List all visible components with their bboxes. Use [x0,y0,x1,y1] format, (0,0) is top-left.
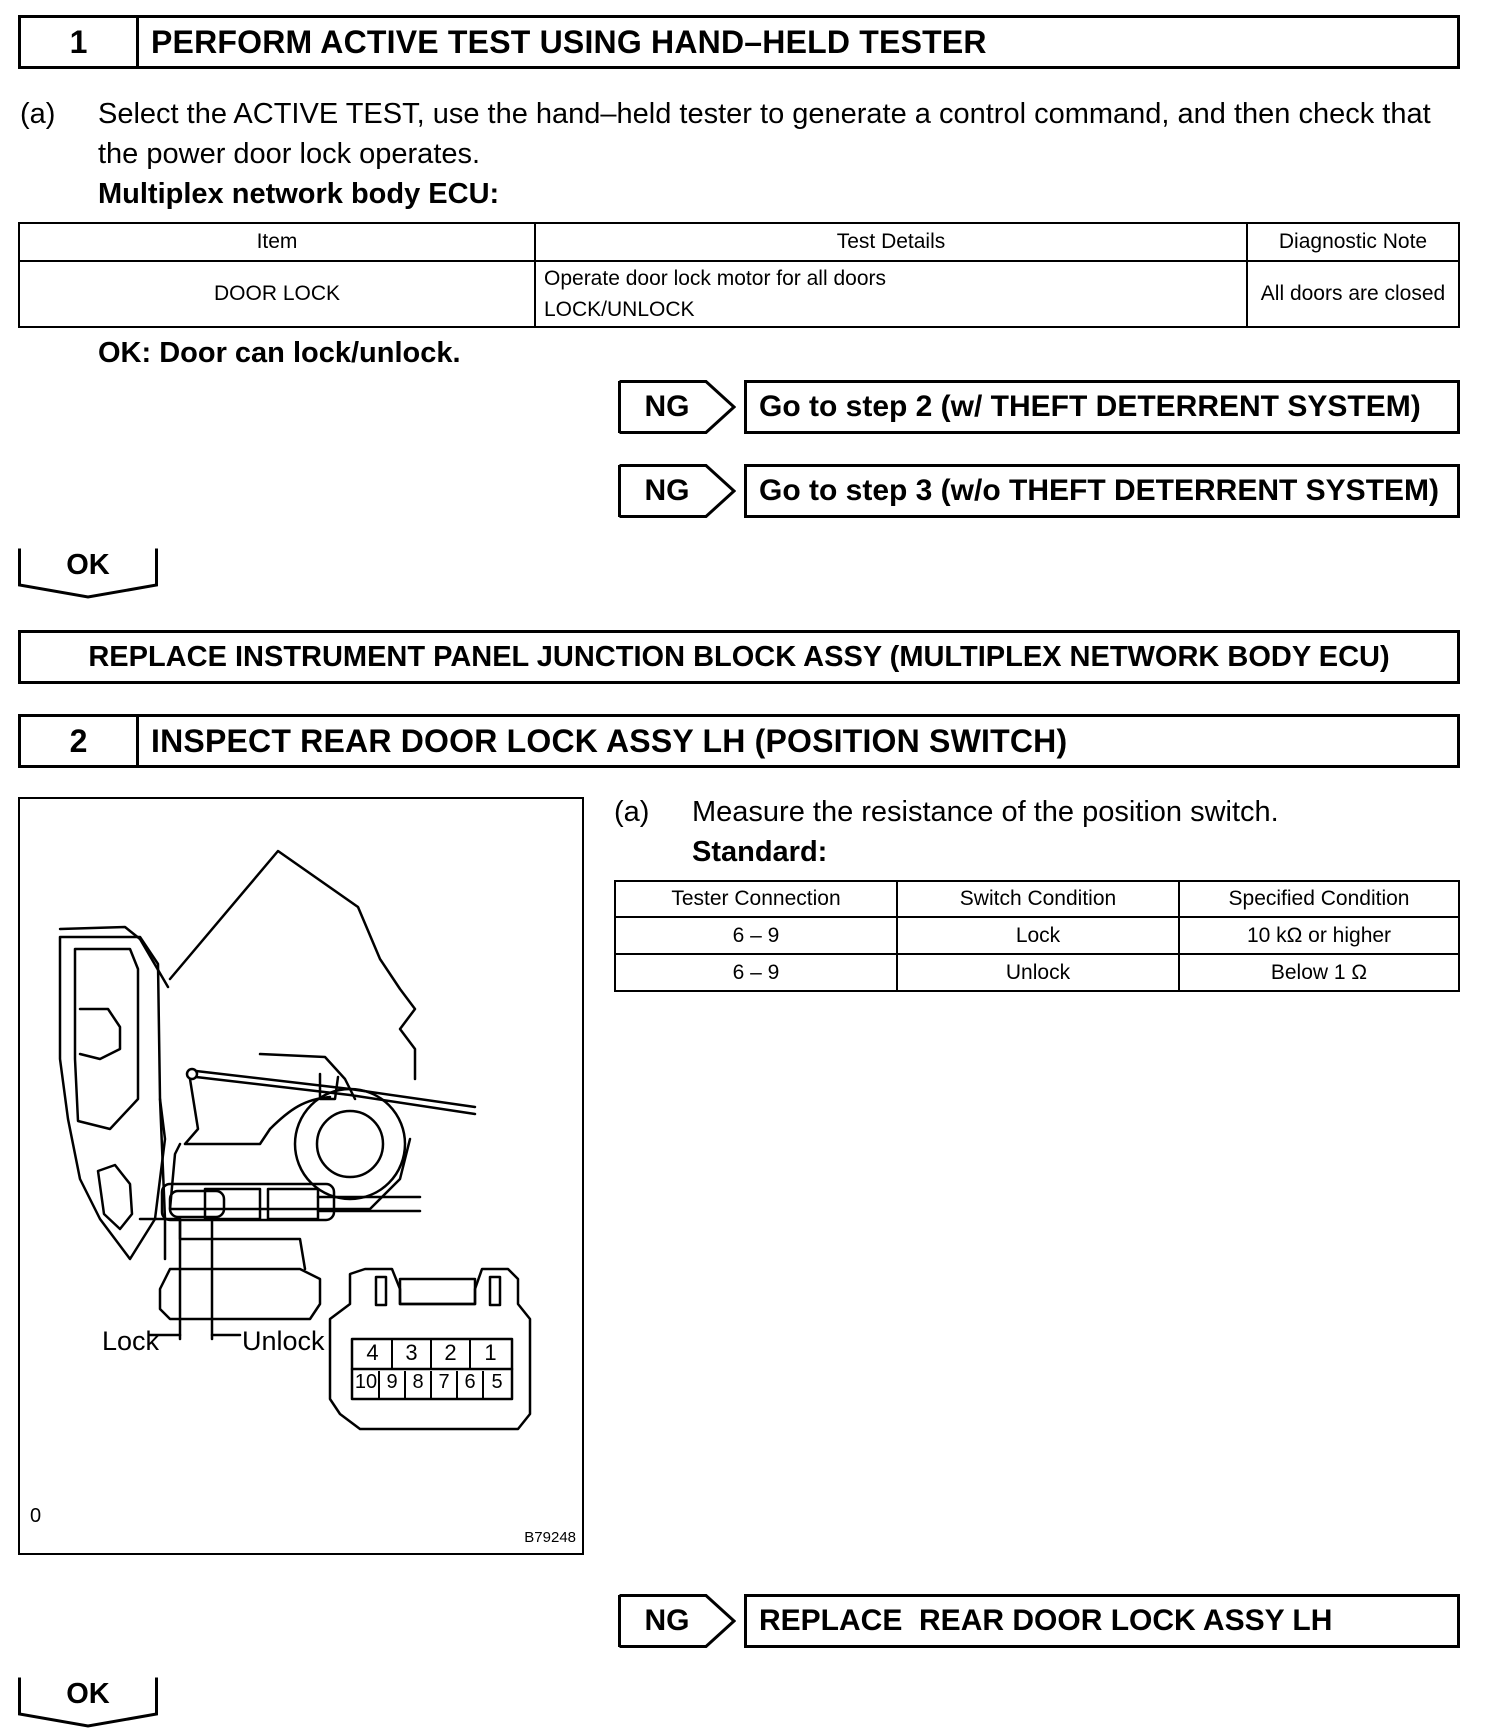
ng-result-2: Go to step 3 (w/o THEFT DETERRENT SYSTEM) [744,464,1460,518]
pin-label: 1 [484,1340,497,1365]
ng-tag [618,380,736,434]
pin-label: 10 [354,1371,380,1399]
ok-branch-step2 [18,1676,158,1728]
table-row [19,261,1459,327]
cell-condition: Lock [897,917,1179,954]
ok-condition: OK: Door can lock/unlock. [98,337,461,369]
ng-tag [618,464,736,518]
details-line-1: Operate door lock motor for all doors [544,267,886,290]
cell-specified: 10 kΩ or higher [1179,917,1459,954]
standard-heading: Standard: [692,836,828,868]
cell-diagnostic-note: All doors are closed [1247,261,1459,327]
ng-tag [618,1594,736,1648]
ng-label: NG [644,1604,690,1637]
ok-branch-1 [18,547,158,599]
lock-label: Lock [102,1326,160,1356]
ok-label: OK [66,549,110,581]
step2-header [18,714,1460,768]
step1-title: PERFORM ACTIVE TEST USING HAND–HELD TESTER [151,23,987,60]
step1-sub-a-text: Select the ACTIVE TEST, use the hand–held tester to generate a control command, and then check that the power door lock operates. [98,98,1431,170]
table-header-row [615,881,1459,917]
pin-label: 2 [432,1340,471,1368]
figure-corner-mark: 0 [30,1505,42,1527]
ng-branch-2 [618,464,1460,518]
resistance-table [614,880,1460,992]
cell-test-details [535,261,1247,327]
step2-sub-a-label: (a) [614,796,650,828]
cell-specified: Below 1 Ω [1179,954,1459,991]
figure-id: B79248 [524,1529,576,1546]
door-lock-assembly-drawing [20,799,582,1553]
pin-label: 4 [354,1340,393,1368]
header-diagnostic-note: Diagnostic Note [1247,223,1459,261]
step2-number: 2 [21,717,139,765]
pin-label: 7 [432,1371,458,1399]
connector-bottom-row [354,1371,510,1399]
header-switch-condition: Switch Condition [897,881,1179,917]
pin-label: 3 [393,1340,432,1368]
door-lock-figure [18,797,584,1555]
header-item: Item [19,223,535,261]
header-tester-connection: Tester Connection [615,881,897,917]
step2-sub-a-text: Measure the resistance of the position switch. [692,796,1279,828]
pin-label: 9 [380,1371,406,1399]
cell-condition: Unlock [897,954,1179,991]
table-header-row [19,223,1459,261]
step1-number: 1 [21,18,139,66]
pin-label: 8 [406,1371,432,1399]
details-line-2: LOCK/UNLOCK [544,298,695,321]
ng-result-1: Go to step 2 (w/ THEFT DETERRENT SYSTEM) [744,380,1460,434]
header-test-details: Test Details [535,223,1247,261]
step2-title: INSPECT REAR DOOR LOCK ASSY LH (POSITION SWITCH) [151,722,1068,759]
table-row [615,954,1459,991]
ng-branch-1 [618,380,1460,434]
ok-label: OK [66,1678,110,1710]
ng-label: NG [644,474,690,507]
ng-label: NG [644,390,690,423]
ng-branch-step2 [618,1594,1460,1648]
header-specified-condition: Specified Condition [1179,881,1459,917]
active-test-table [18,222,1460,328]
table-row [615,917,1459,954]
step1-sub-a-label: (a) [20,98,56,130]
ecu-heading: Multiplex network body ECU: [98,178,500,210]
ng-result-replace-lock: REPLACE REAR DOOR LOCK ASSY LH [744,1594,1460,1648]
cell-item: DOOR LOCK [19,261,535,327]
replace-ecu-box: REPLACE INSTRUMENT PANEL JUNCTION BLOCK ASSY (MULTIPLEX NETWORK BODY ECU) [18,630,1460,684]
cell-connection: 6 – 9 [615,917,897,954]
step1-header [18,15,1460,69]
cell-connection: 6 – 9 [615,954,897,991]
pin-label: 5 [491,1371,503,1393]
pin-label: 6 [458,1371,484,1399]
unlock-label: Unlock [242,1326,325,1356]
connector-top-row [354,1340,510,1368]
